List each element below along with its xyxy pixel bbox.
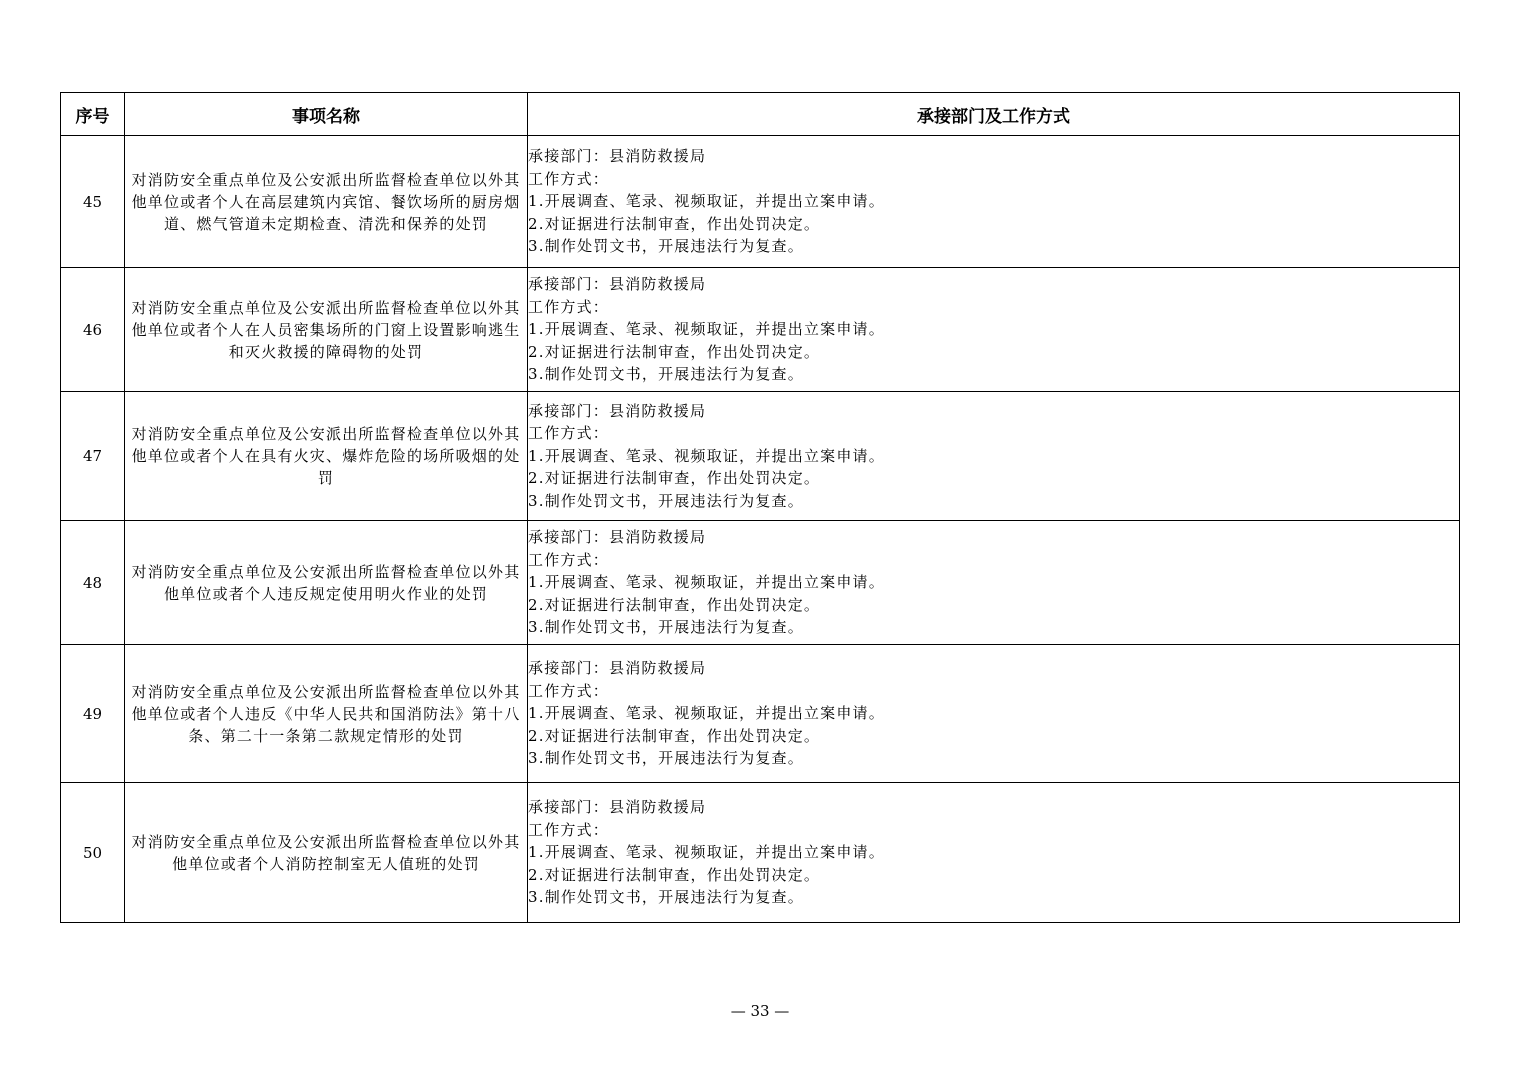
- items-table: [60, 92, 1460, 923]
- method-line: 1.开展调查、笔录、视频取证，并提出立案申请。: [528, 843, 885, 862]
- method-line: 承接部门：县消防救援局: [528, 798, 707, 817]
- method-line: 3.制作处罚文书，开展违法行为复查。: [528, 365, 804, 384]
- row-dept-method: [528, 392, 1460, 521]
- row-item-name: 对消防安全重点单位及公安派出所监督检查单位以外其他单位或者个人在具有火灾、爆炸危险的场所吸烟的处罚: [125, 392, 528, 521]
- table-row: [61, 392, 1460, 521]
- row-serial-number: 48: [61, 521, 125, 645]
- method-line: 2.对证据进行法制审查，作出处罚决定。: [528, 726, 821, 745]
- row-dept-method: [528, 268, 1460, 392]
- table-row: [61, 645, 1460, 783]
- method-line: 2.对证据进行法制审查，作出处罚决定。: [528, 342, 821, 361]
- row-item-name: 对消防安全重点单位及公安派出所监督检查单位以外其他单位或者个人违反规定使用明火作业的处罚: [125, 521, 528, 645]
- row-serial-number: 50: [61, 783, 125, 923]
- method-line: 承接部门：县消防救援局: [528, 659, 707, 678]
- method-line: 工作方式：: [528, 820, 610, 839]
- page-number: — 33 —: [730, 1002, 790, 1020]
- method-line: 承接部门：县消防救援局: [528, 147, 707, 166]
- method-line: 承接部门：县消防救援局: [528, 401, 707, 420]
- method-line: 工作方式：: [528, 424, 610, 443]
- method-line: 1.开展调查、笔录、视频取证，并提出立案申请。: [528, 704, 885, 723]
- method-line: 3.制作处罚文书，开展违法行为复查。: [528, 491, 804, 510]
- table-row: [61, 783, 1460, 923]
- method-line: 承接部门：县消防救援局: [528, 528, 707, 547]
- header-serial: 序号: [61, 93, 125, 136]
- header-dept-method: 承接部门及工作方式: [528, 93, 1460, 136]
- method-line: 3.制作处罚文书，开展违法行为复查。: [528, 888, 804, 907]
- method-line: 1.开展调查、笔录、视频取证，并提出立案申请。: [528, 573, 885, 592]
- method-line: 3.制作处罚文书，开展违法行为复查。: [528, 749, 804, 768]
- method-line: 1.开展调查、笔录、视频取证，并提出立案申请。: [528, 320, 885, 339]
- method-line: 工作方式：: [528, 681, 610, 700]
- row-serial-number: 47: [61, 392, 125, 521]
- row-item-name: 对消防安全重点单位及公安派出所监督检查单位以外其他单位或者个人在人员密集场所的门窗上设置影响逃生和灭火救援的障碍物的处罚: [125, 268, 528, 392]
- row-serial-number: 49: [61, 645, 125, 783]
- row-serial-number: 46: [61, 268, 125, 392]
- method-line: 承接部门：县消防救援局: [528, 275, 707, 294]
- row-item-name: 对消防安全重点单位及公安派出所监督检查单位以外其他单位或者个人违反《中华人民共和国消防法》第十八条、第二十一条第二款规定情形的处罚: [125, 645, 528, 783]
- table-row: [61, 268, 1460, 392]
- method-line: 1.开展调查、笔录、视频取证，并提出立案申请。: [528, 192, 885, 211]
- row-serial-number: 45: [61, 136, 125, 268]
- row-dept-method: [528, 521, 1460, 645]
- table-header-row: [61, 93, 1460, 136]
- method-line: 1.开展调查、笔录、视频取证，并提出立案申请。: [528, 446, 885, 465]
- table-row: [61, 136, 1460, 268]
- method-line: 工作方式：: [528, 297, 610, 316]
- method-line: 2.对证据进行法制审查，作出处罚决定。: [528, 469, 821, 488]
- method-line: 工作方式：: [528, 550, 610, 569]
- row-item-name: 对消防安全重点单位及公安派出所监督检查单位以外其他单位或者个人在高层建筑内宾馆、餐饮场所的厨房烟道、燃气管道未定期检查、清洗和保养的处罚: [125, 136, 528, 268]
- row-dept-method: [528, 783, 1460, 923]
- row-dept-method: [528, 136, 1460, 268]
- method-line: 工作方式：: [528, 169, 610, 188]
- row-dept-method: [528, 645, 1460, 783]
- method-line: 3.制作处罚文书，开展违法行为复查。: [528, 237, 804, 256]
- method-line: 2.对证据进行法制审查，作出处罚决定。: [528, 214, 821, 233]
- method-line: 2.对证据进行法制审查，作出处罚决定。: [528, 595, 821, 614]
- header-item-name: 事项名称: [125, 93, 528, 136]
- table-row: [61, 521, 1460, 645]
- row-item-name: 对消防安全重点单位及公安派出所监督检查单位以外其他单位或者个人消防控制室无人值班的处罚: [125, 783, 528, 923]
- method-line: 3.制作处罚文书，开展违法行为复查。: [528, 618, 804, 637]
- method-line: 2.对证据进行法制审查，作出处罚决定。: [528, 865, 821, 884]
